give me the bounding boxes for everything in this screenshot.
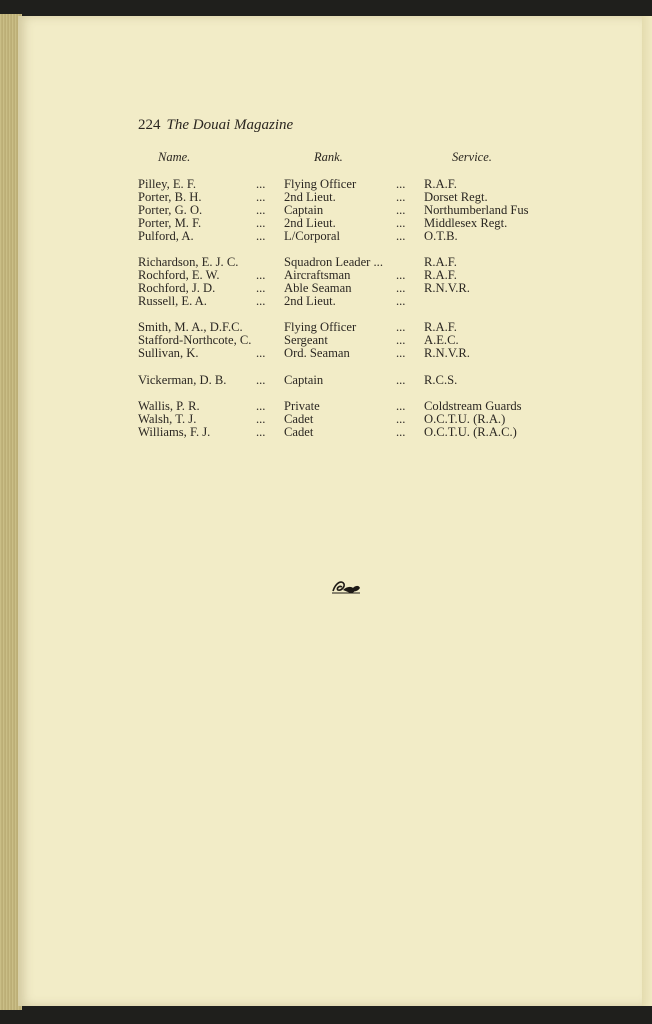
entry-service: R.N.V.R. (424, 346, 470, 360)
entry-rank: Cadet (284, 412, 314, 426)
leader-dots: ... (396, 294, 406, 308)
roster-row (0, 191, 652, 204)
leader-dots: ... (396, 268, 406, 282)
leader-dots: ... (256, 203, 266, 217)
entry-rank: 2nd Lieut. (284, 190, 336, 204)
running-head (138, 117, 293, 134)
entry-service: O.C.T.U. (R.A.) (424, 412, 506, 426)
entry-name: Rochford, J. D. (138, 281, 216, 295)
entry-service: R.A.F. (424, 320, 457, 334)
leader-dots: ... (256, 425, 266, 439)
leader-dots: ... (256, 373, 266, 387)
column-header-service: Service. (452, 150, 492, 164)
entry-rank: Squadron Leader ... (284, 255, 383, 269)
roster-row (0, 347, 652, 360)
entry-name: Porter, B. H. (138, 190, 202, 204)
entry-rank: Sergeant (284, 333, 328, 347)
entry-service: Coldstream Guards (424, 399, 522, 413)
column-header-name: Name. (158, 150, 191, 164)
leader-dots: ... (396, 229, 406, 243)
leader-dots: ... (396, 177, 406, 191)
page-number: 224 (138, 117, 161, 133)
leader-dots: ... (256, 190, 266, 204)
entry-service: Middlesex Regt. (424, 216, 508, 230)
leader-dots: ... (256, 177, 266, 191)
entry-service: R.A.F. (424, 268, 457, 282)
entry-name: Vickerman, D. B. (138, 373, 227, 387)
entry-name: Rochford, E. W. (138, 268, 220, 282)
entry-rank: Ord. Seaman (284, 346, 350, 360)
entry-service: R.A.F. (424, 177, 457, 191)
entry-rank: Flying Officer (284, 177, 357, 191)
leader-dots: ... (256, 412, 266, 426)
entry-name: Walsh, T. J. (138, 412, 197, 426)
entry-rank: L/Corporal (284, 229, 340, 243)
entry-rank: Aircraftsman (284, 268, 351, 282)
roster-row (0, 230, 652, 243)
leader-dots: ... (396, 281, 406, 295)
roster-row (0, 413, 652, 426)
entry-service: R.C.S. (424, 373, 458, 387)
entry-rank: 2nd Lieut. (284, 294, 336, 308)
leader-dots: ... (256, 294, 266, 308)
entry-name: Smith, M. A., D.F.C. (138, 320, 243, 334)
entry-name: Pulford, A. (138, 229, 194, 243)
leader-dots: ... (256, 229, 266, 243)
leader-dots: ... (396, 373, 406, 387)
entry-service: R.A.F. (424, 255, 457, 269)
leader-dots: ... (396, 216, 406, 230)
roster-row (0, 426, 652, 439)
entry-service: Northumberland Fus (424, 203, 529, 217)
entry-name: Russell, E. A. (138, 294, 207, 308)
entry-service: Dorset Regt. (424, 190, 488, 204)
leader-dots: ... (256, 399, 266, 413)
column-header-rank: Rank. (314, 150, 343, 164)
entry-name: Richardson, E. J. C. (138, 255, 239, 269)
entry-rank: Flying Officer (284, 320, 357, 334)
entry-name: Porter, M. F. (138, 216, 202, 230)
entry-name: Porter, G. O. (138, 203, 203, 217)
entry-name: Sullivan, K. (138, 346, 199, 360)
entry-service: R.N.V.R. (424, 281, 470, 295)
roster-row (0, 374, 652, 387)
entry-name: Pilley, E. F. (138, 177, 196, 191)
leader-dots: ... (396, 333, 406, 347)
entry-rank: Cadet (284, 425, 314, 439)
leader-dots: ... (396, 346, 406, 360)
fleuron-ornament-icon (330, 578, 362, 596)
entry-rank: 2nd Lieut. (284, 216, 336, 230)
entry-name: Stafford-Northcote, C. (138, 333, 252, 347)
leader-dots: ... (396, 425, 406, 439)
entry-service: A.E.C. (424, 333, 459, 347)
magazine-title: The Douai Magazine (166, 117, 294, 133)
entry-name: Wallis, P. R. (138, 399, 200, 413)
leader-dots: ... (396, 203, 406, 217)
entry-name: Williams, F. J. (138, 425, 211, 439)
leader-dots: ... (396, 399, 406, 413)
roster-row (0, 400, 652, 413)
leader-dots: ... (396, 412, 406, 426)
leader-dots: ... (256, 216, 266, 230)
entry-service: O.C.T.U. (R.A.C.) (424, 425, 517, 439)
leader-dots: ... (396, 320, 406, 334)
entry-service: O.T.B. (424, 229, 458, 243)
page-right-edge (642, 16, 652, 1006)
leader-dots: ... (256, 346, 266, 360)
leader-dots: ... (256, 268, 266, 282)
entry-rank: Captain (284, 373, 324, 387)
roster-row (0, 295, 652, 308)
leader-dots: ... (396, 190, 406, 204)
entry-rank: Private (284, 399, 320, 413)
leader-dots: ... (256, 281, 266, 295)
entry-rank: Able Seaman (284, 281, 352, 295)
entry-rank: Captain (284, 203, 324, 217)
